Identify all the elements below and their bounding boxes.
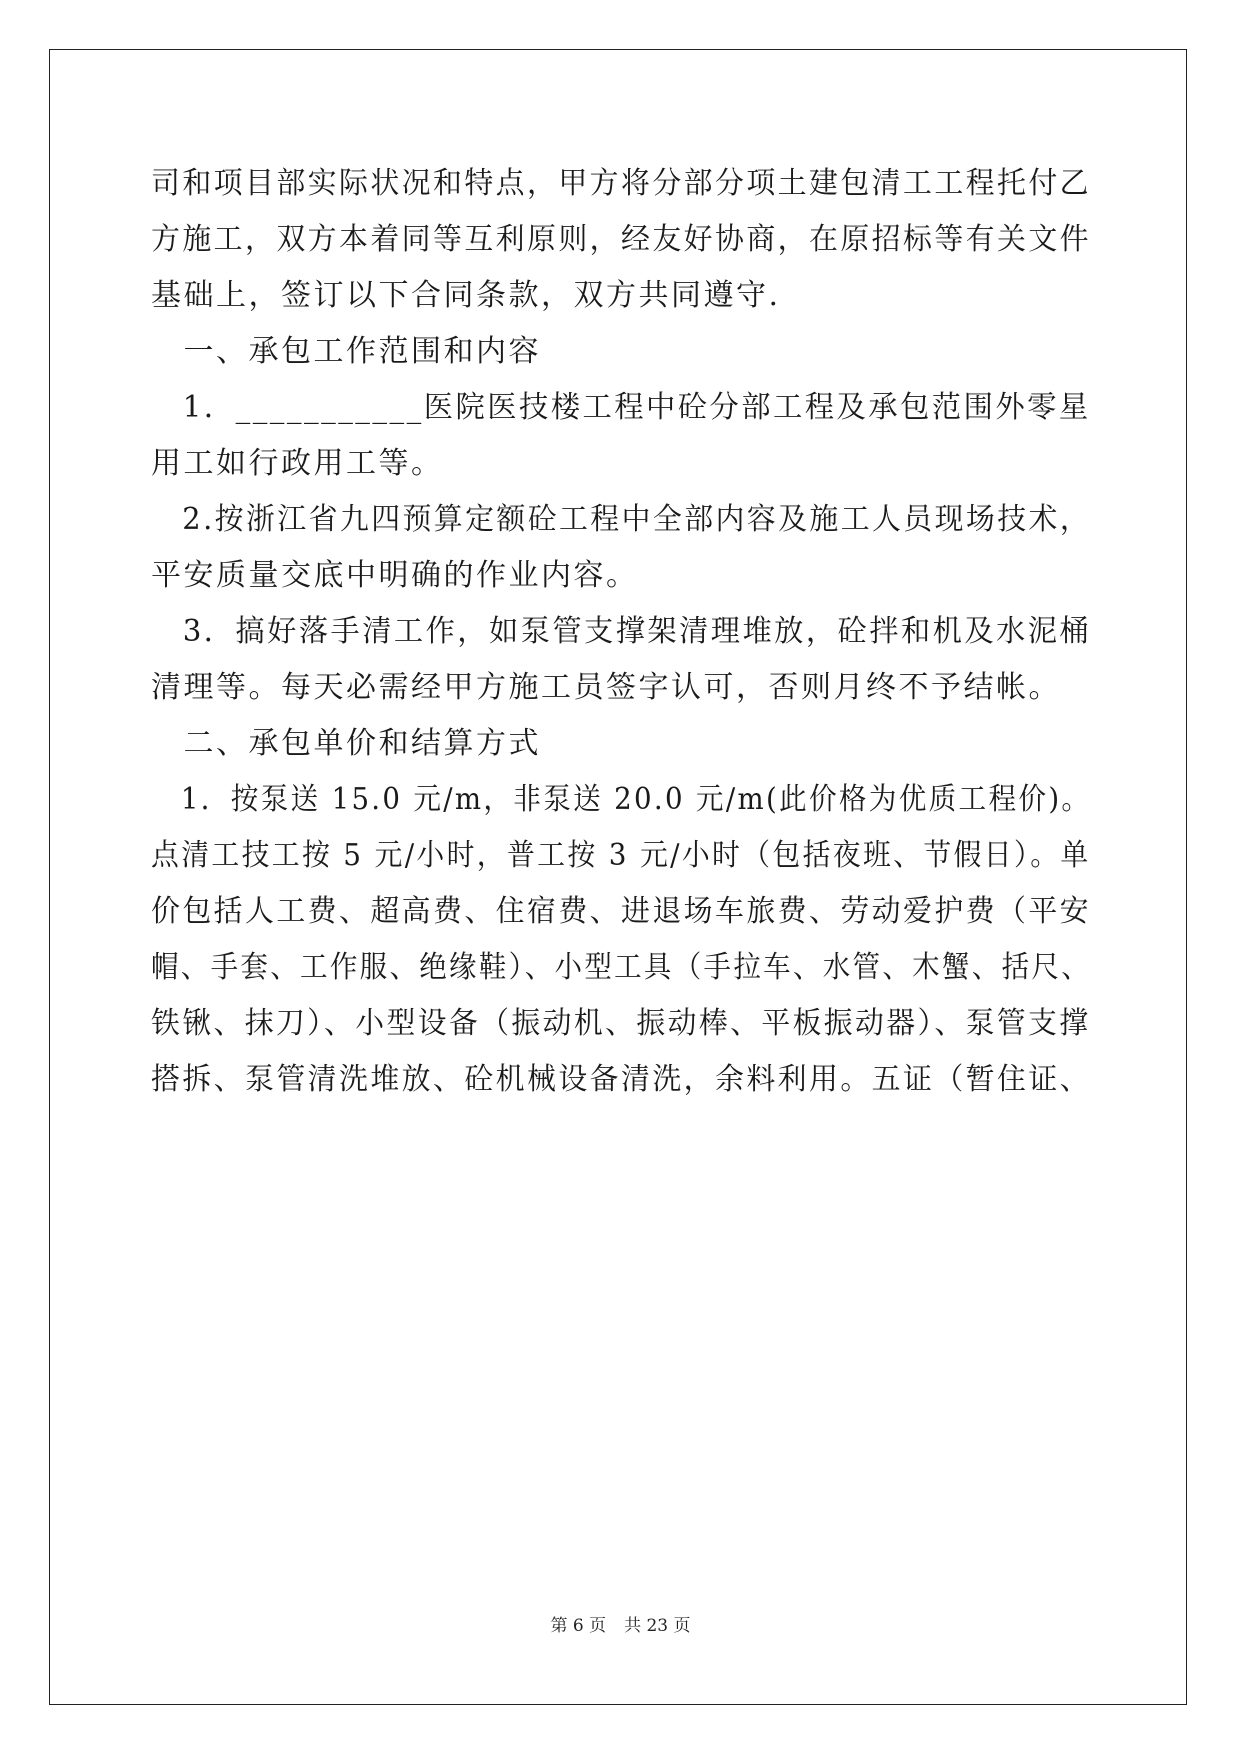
text-line: 1．___________医院医技楼工程中砼分部工程及承包范围外零星: [151, 390, 1091, 425]
text-line: 帽、手套、工作服、绝缘鞋）、小型工具（手拉车、水管、木蟹、括尺、: [151, 950, 1091, 985]
page-number: 第 6 页: [550, 1616, 607, 1636]
text-line: 基础上，签订以下合同条款，双方共同遵守.: [151, 278, 781, 313]
text-line: 点清工技工按 5 元/小时，普工按 3 元/小时（包括夜班、节假日）。单: [151, 838, 1091, 873]
text-line: 清理等。每天必需经甲方施工员签字认可，否则月终不予结帐。: [151, 670, 1061, 705]
text-line: 司和项目部实际状况和特点，甲方将分部分项土建包清工工程托付乙: [151, 166, 1091, 201]
section-heading: 二、承包单价和结算方式: [151, 726, 541, 761]
text-line: 平安质量交底中明确的作业内容。: [151, 558, 639, 593]
text-line: 2.按浙江省九四预算定额砼工程中全部内容及施工人员现场技术，: [151, 502, 1092, 537]
page-footer: [0, 1611, 1241, 1636]
text-line: 1．按泵送 15.0 元/m，非泵送 20.0 元/m(此价格为优质工程价)。: [151, 782, 1092, 817]
text-line: 方施工，双方本着同等互利原则，经友好协商，在原招标等有关文件: [151, 222, 1091, 257]
text-line: 用工如行政用工等。: [151, 446, 444, 481]
text-line: 铁锹、抹刀）、小型设备（振动机、振动棒、平板振动器）、泵管支撑: [151, 1006, 1091, 1041]
text-line: 价包括人工费、超高费、住宿费、进退场车旅费、劳动爱护费（平安: [151, 894, 1091, 929]
text-line: 3．搞好落手清工作，如泵管支撑架清理堆放，砼拌和机及水泥桶: [151, 614, 1092, 649]
section-heading: 一、承包工作范围和内容: [151, 334, 541, 369]
text-line: 搭拆、泵管清洗堆放、砼机械设备清洗，余料利用。五证（暂住证、: [151, 1062, 1091, 1097]
page-total: 共 23 页: [624, 1616, 691, 1636]
